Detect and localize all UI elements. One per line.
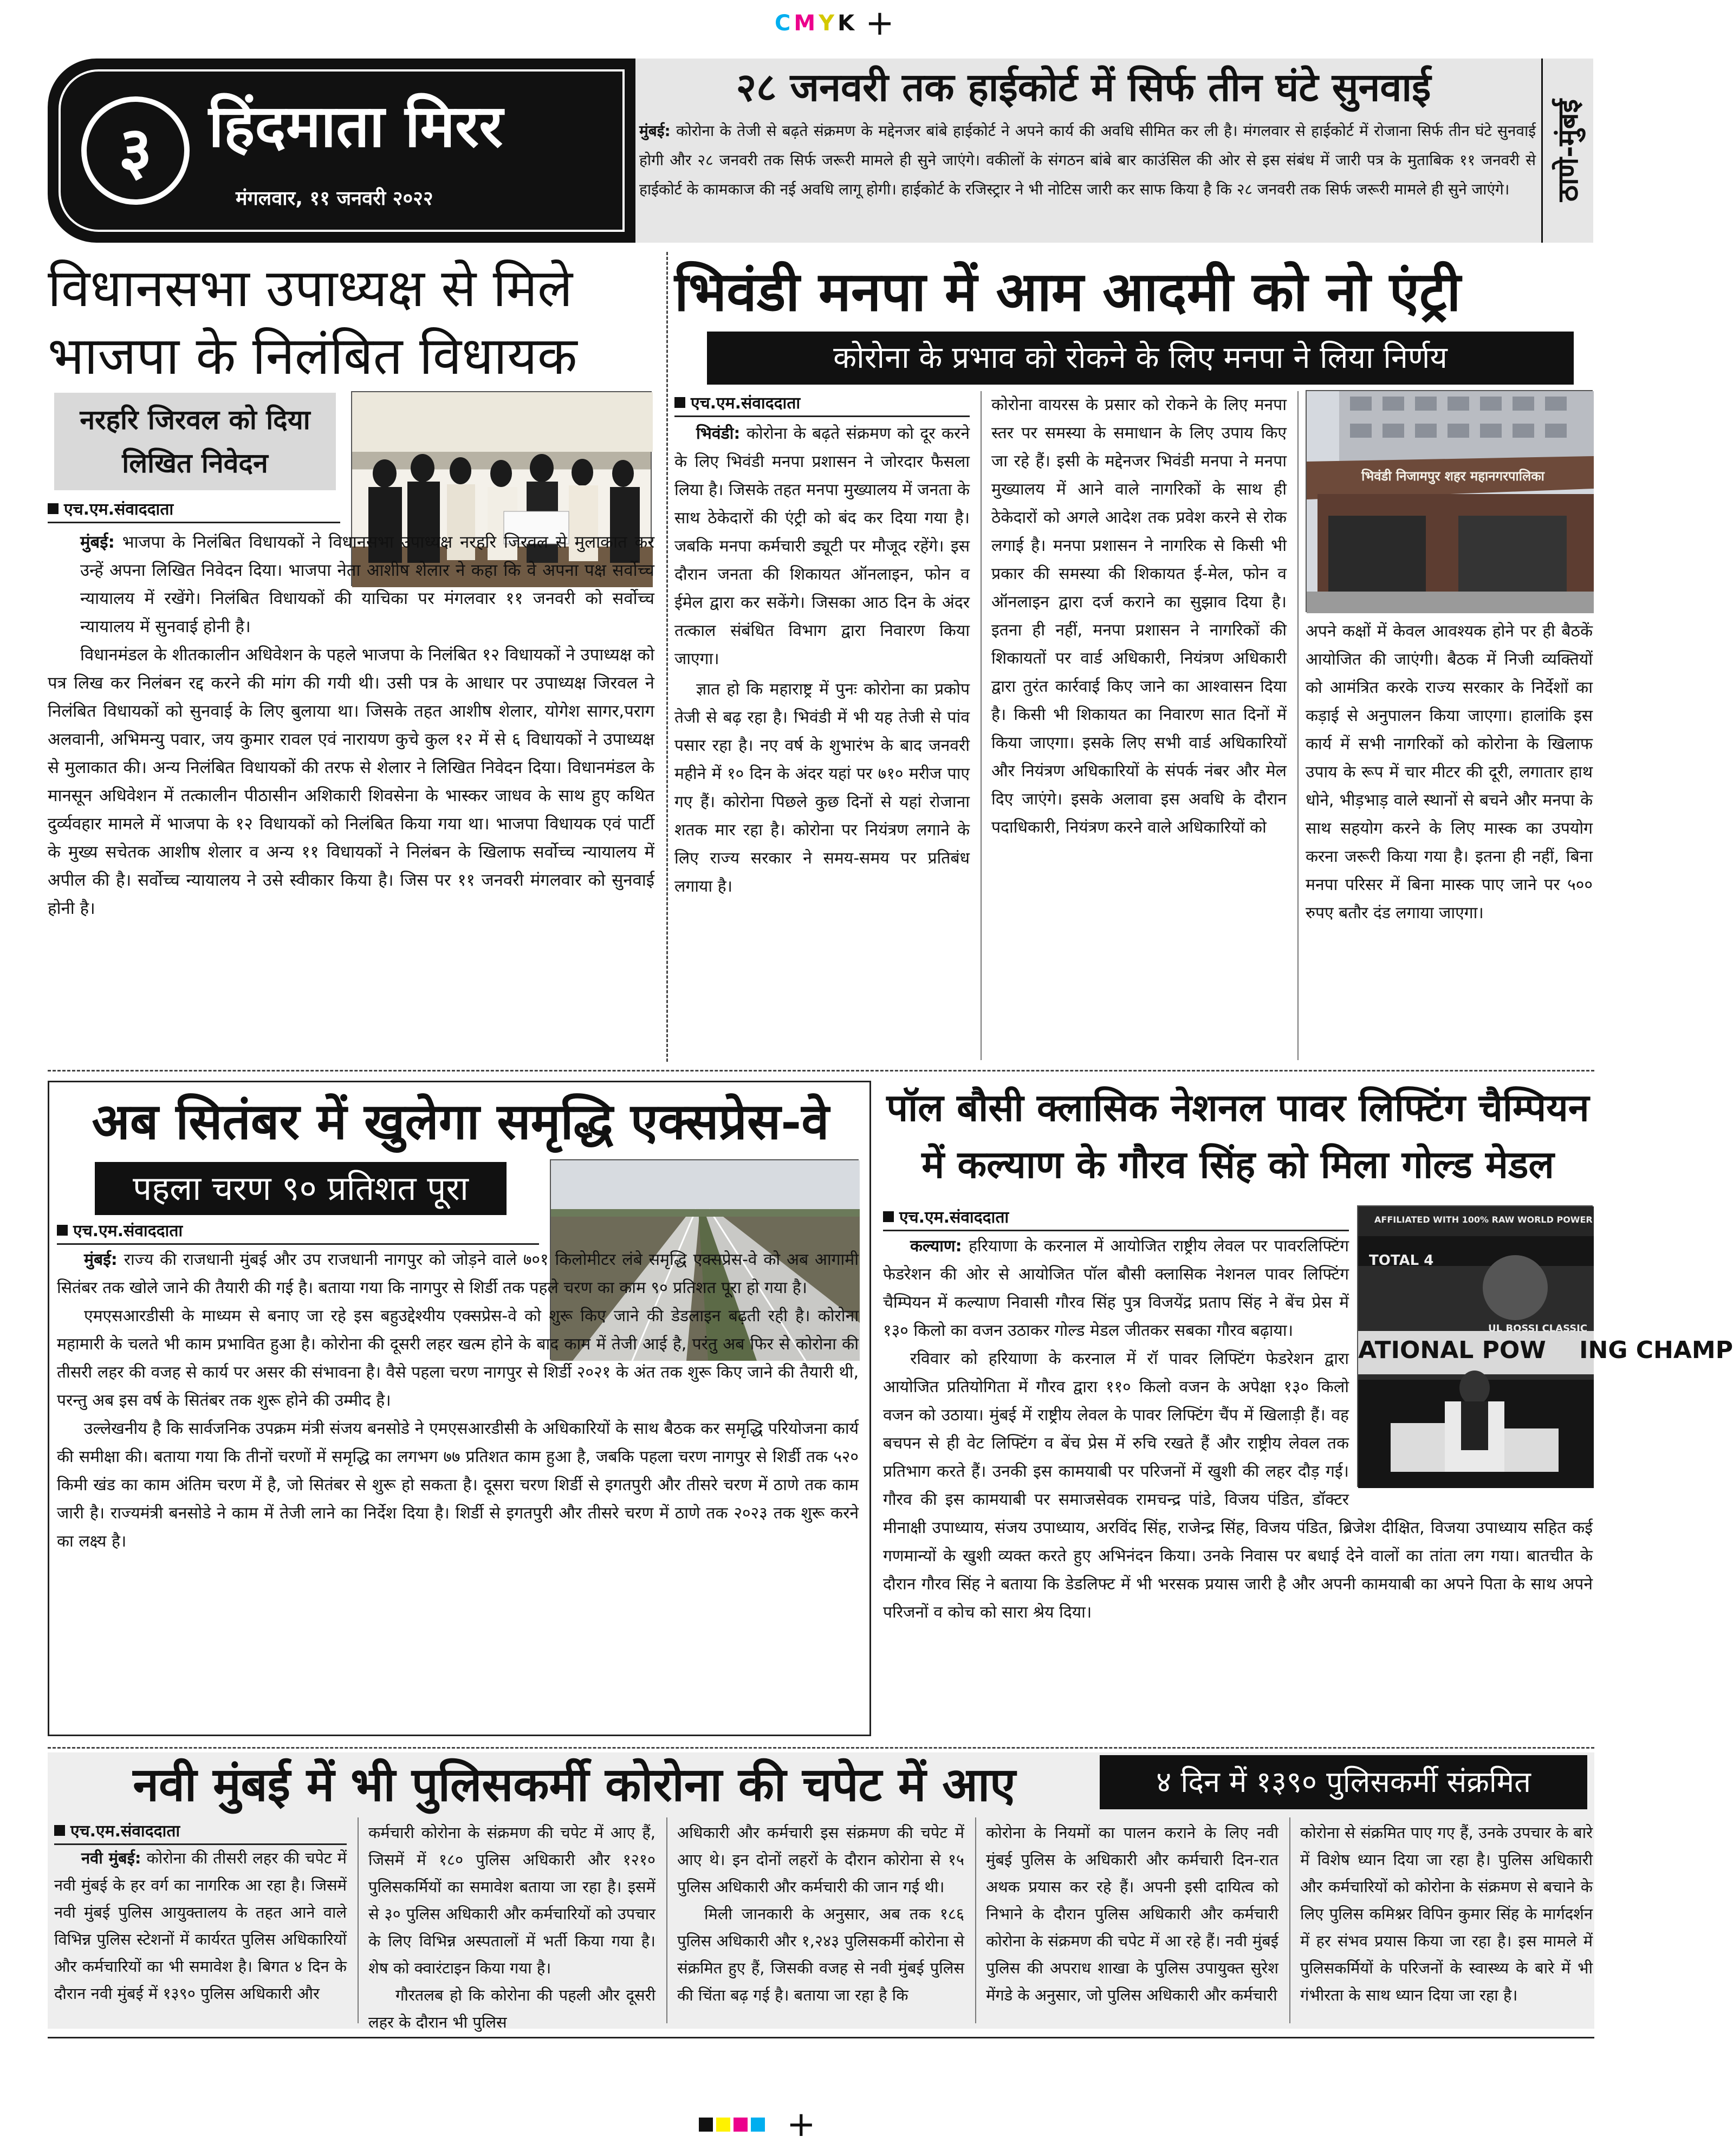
cmyk-mark bbox=[775, 4, 898, 42]
top-story-text: कोरोना के तेजी से बढ़ते संक्रमण के मद्देनजर बांबे हाईकोर्ट ने अपने कार्य की अवधि सीमित कर ली है। मंगलवार से हाईकोर्ट में रोजाना सिर्फ तीन घंटे सुनवाई होगी और २८ जनवरी तक सिर्फ जरूरी मामले ही सुने जाएंगे। वकीलों के संगठन बांबे बार काउंसिल की ओर से इस संबंध में जारी पत्र के मुताबिक ११ जनवरी से हाईकोर्ट के कामकाज की नई अवधि लागू होगी। हाईकोर्ट के रजिस्ट्रार ने भी नोटिस जारी कर साफ किया है कि २८ जनवरी तक सिर्फ जरूरी मामले ही सुने जाएंगे। bbox=[639, 122, 1536, 198]
section-rule bbox=[48, 1747, 1594, 1749]
bhiwandi-col-3 bbox=[1306, 618, 1593, 927]
police-c2a: कर्मचारी कोरोना के संक्रमण की चपेट में आए हैं, जिसमें में १८० पुलिस अधिकारी और १२१० पुलिसकर्मियों का समावेश बताया जा रहा है। इसमें से ३० पुलिस अधिकारी और कर्मचारियों को उपचार के लिए विभिन्न अस्पतालों में भर्ती किया गया है। शेष को क्वारंटाइन किया गया है। bbox=[368, 1823, 655, 1977]
powerlifting-p2: रविवार को हरियाणा के करनाल में रॉ पावर लिफ्टिंग फेडरेशन द्वारा आयोजित प्रतियोगिता में गौरव द्वारा ११० किलो वजन के अपेक्षा १३० किलो वजन को उठाया। मुंबई में राष्ट्रीय लेवल के पावर लिफ्टिंग चैंप में खिलाड़ी हैं। वह बचपन से ही वेट लिफ्टिंग व बेंच प्रेस में रुचि रखते हैं और राष्ट्रीय लेवल तक प्रतिभाग करते हैं। उनकी इस कामयाबी पर परिजनों में खुशी की लहर दौड़ गई। गौरव की इस कामयाबी पर समाजसेवक रामचन्द्र पांडे, विजय पंडित, डॉक्टर मीनाक्षी उपाध्याय, संजय उपाध्याय, अरविंद सिंह, राजेन्द्र सिंह, विजय पंडित, ब्रिजेश दीक्षित, विजया उपाध्याय सहित कई गणमान्यों के खुशी व्यक्त करते हुए अभिनंदन किया। उनके निवास पर बधाई देने वालों का तांता लग गया। बातचीत के दौरान गौरव सिंह ने बताया कि डेडलिफ्ट में भी भरसक प्रयास जारी है और अपनी कामयाबी का अपने पिता के साथ अपने परिजनों व कोच को सारा श्रेय दिया। bbox=[883, 1349, 1593, 1622]
page-number: ३ bbox=[118, 112, 153, 189]
mla-para-2 bbox=[48, 641, 654, 923]
police-subhead: ४ दिन में १३९० पुलिसकर्मी संक्रमित bbox=[1100, 1755, 1587, 1809]
mla-para-1 bbox=[48, 528, 654, 641]
section-tag-text: ठाणे-मुंबई bbox=[1552, 99, 1585, 202]
powerlifting-byline bbox=[883, 1205, 1349, 1231]
registration-plus-icon: + bbox=[865, 3, 898, 43]
banner-total: TOTAL 4 bbox=[1369, 1252, 1434, 1269]
police-headline: नवी मुंबई में भी पुलिसकर्मी कोरोना की चपेट में आए bbox=[133, 1757, 1016, 1812]
powerlifting-headline-1: पॉल बौसी क्लासिक नेशनल पावर लिफ्टिंग चैम्पियन bbox=[886, 1085, 1589, 1130]
column-divider bbox=[666, 1817, 667, 2023]
paper-name: हिंदमाता मिरर bbox=[209, 92, 503, 160]
police-col-1 bbox=[54, 1845, 347, 2007]
powerlifting-dateline: कल्याण: bbox=[910, 1237, 962, 1256]
column-divider bbox=[1297, 391, 1299, 1060]
mla-byline bbox=[48, 497, 340, 523]
mla-subhead-box bbox=[54, 393, 336, 490]
photo-float-spacer bbox=[1349, 1232, 1733, 1487]
mla-p2: विधानमंडल के शीतकालीन अधिवेशन के पहले भाजपा के निलंबित १२ विधायकों ने उपाध्यक्ष को पत्र लिख कर निलंबन रद्द करने की मांग की गयी थी। उसी पत्र के आधार पर उपाध्यक्ष जिरवल ने निलंबित विधायकों को सुनवाई के लिए बुलाया था। जिसके तहत आशीष शेलार, योगेश सागर,पराग अलवानी, अभिमन्यु पवार, जय कुमार रावल एवं नारायण कुचे कुल १२ में से ६ विधायकों ने उपाध्यक्ष से मुलाकात की। अन्य निलंबित विधायकों की तरफ से शेलार ने लिखित निवेदन दिया। विधानमंडल के मानसून अधिवेशन में तत्कालीन पीठासीन अशिकारी शिवसेना के भास्कर जाधव के साथ हुए कथित दुर्व्यवहार मामले में भाजपा के १२ विधायकों को निलंबित किया गया था। भाजपा विधायक एवं पार्टी के मुख्य सचेतक आशीष शेलार व अन्य ११ विधायकों ने निलंबन के खिलाफ सर्वोच्च न्यायालय में अपील की है। सर्वोच्च न्यायालय ने उसे स्वीकार किया है। जिस पर ११ जनवरी मंगलवार को सुनवाई होनी है। bbox=[48, 645, 654, 918]
expressway-p3: उल्लेखनीय है कि सार्वजनिक उपक्रम मंत्री संजय बनसोडे ने एमएसआरडीसी के अधिकारियों के साथ बैठक कर समृद्धि परियोजना कार्य की समीक्षा की। बताया गया कि तीनों चरणों में समृद्धि का लगभग ७७ प्रतिशत काम हुआ है, जबकि पहला चरण नागपुर से शिर्डी तक ५२० किमी खंड का काम अंतिम चरण में है, जो सितंबर से शुरू हो सकता है। दूसरा चरण शिर्डी से इगतपुरी और तीसरे चरण में ठाणे तक काम जारी है। राज्यमंत्री बनसोडे ने काम में तेजी लाने का निर्देश दिया है। शिर्डी से इगतपुरी और तीसरे चरण में ठाणे तक २०२३ तक शुरू करने का लक्ष्य है। bbox=[57, 1419, 859, 1551]
expressway-headline: अब सितंबर में खुलेगा समृद्धि एक्सप्रेस-वे bbox=[92, 1092, 829, 1151]
bhiwandi-c3: अपने कक्षों में केवल आवश्यक होने पर ही बैठकें आयोजित की जाएंगी। बैठक में निजी व्यक्तियों को आमंत्रित करके राज्य सरकार के निर्देशों का कड़ाई से अनुपालन किया जाएगा। हालांकि इस कार्य में सभी नागरिकों को कोरोना के खिलाफ उपाय के रूप में चार मीटर की दूरी, लगातार हाथ धोने, भीड़भाड़ वाले स्थानों से बचने और मनपा के साथ सहयोग करने के लिए मास्क का उपयोग करना जरूरी किया गया है। इतना ही नहीं, बिना मनपा परिसर में बिना मास्क पाए जाने पर ५०० रुपए बतौर दंड लगाया जाएगा। bbox=[1306, 622, 1593, 923]
bhiwandi-photo-art bbox=[1307, 391, 1594, 613]
top-story-headline: २८ जनवरी तक हाईकोर्ट में सिर्फ तीन घंटे सुनवाई bbox=[736, 64, 1431, 110]
police-c2b: गौरतलब हो कि कोरोना की पहली और दूसरी लहर के दौरान भी पुलिस bbox=[368, 1986, 655, 2031]
police-col-2 bbox=[368, 1819, 655, 2036]
police-c5: कोरोना से संक्रमित पाए गए हैं, उनके उपचार के बारे में विशेष ध्यान दिया जा रहा है। पुलिस अधिकारी और कर्मचारियों को कोरोना के संक्रमण से बचाने के लिए पुलिस कमिश्नर विपिन कुमार सिंह के मार्गदर्शन में हर संभव प्रयास किया जा रहा है। इस मामले में पुलिसकर्मियों के परिजनों के स्वास्थ्य के बारे में भी गंभीरता के साथ ध्यान दिया जा रहा है। bbox=[1300, 1823, 1593, 2004]
page-number-circle bbox=[81, 96, 190, 205]
powerlifting-byline-text: एच.एम.संवाददाता bbox=[899, 1208, 1009, 1227]
expressway-dateline: मुंबई: bbox=[84, 1250, 118, 1269]
swatch-black bbox=[699, 2118, 713, 2132]
police-col-3 bbox=[677, 1819, 964, 2009]
bhiwandi-col-2 bbox=[991, 391, 1287, 842]
section-tag bbox=[1541, 59, 1593, 243]
bhiwandi-dateline: भिवंडी: bbox=[696, 424, 741, 443]
expressway-byline-text: एच.एम.संवाददाता bbox=[73, 1222, 183, 1241]
expressway-byline bbox=[57, 1219, 539, 1245]
bhiwandi-col-1 bbox=[674, 420, 970, 901]
byline-square-icon bbox=[57, 1225, 68, 1236]
byline-square-icon bbox=[54, 1825, 65, 1836]
byline-square-icon bbox=[48, 503, 59, 514]
banner-championship: ATIONAL POW ING CHAMP bbox=[1358, 1336, 1733, 1364]
police-byline bbox=[54, 1819, 347, 1845]
swatch-yellow bbox=[716, 2118, 730, 2132]
byline-square-icon bbox=[674, 397, 685, 408]
powerlifting-headline-2: में कल्याण के गौरव सिंह को मिला गोल्ड मेडल bbox=[921, 1142, 1554, 1187]
bhiwandi-c1b: ज्ञात हो कि महाराष्ट्र में पुनः कोरोना का प्रकोप तेजी से बढ़ रहा है। भिवंडी में भी यह तेजी से पांव पसार रहा है। नए वर्ष के शुभारंभ के बाद जनवरी महीने में १० दिन के अंदर यहां पर ७१० मरीज पाए गए हैं। कोरोना पिछले कुछ दिनों से यहां रोजाना शतक मार रहा है। कोरोना पर नियंत्रण लगाने के लिए राज्य सरकार ने समय-समय पर प्रतिबंध लगाया है। bbox=[674, 680, 970, 896]
police-c3a: अधिकारी और कर्मचारी इस संक्रमण की चपेट में आए थे। इन दोनों लहरों के दौरान कोरोना से १५ पुलिस अधिकारी और कर्मचारी की जान गई थी। bbox=[677, 1823, 964, 1896]
police-dateline: नवी मुंबई: bbox=[81, 1849, 141, 1867]
column-divider bbox=[975, 1817, 976, 2023]
top-story-body bbox=[639, 116, 1536, 204]
byline-square-icon bbox=[883, 1211, 894, 1222]
police-col-4 bbox=[986, 1819, 1278, 2009]
mla-p1: भाजपा के निलंबित विधायकों ने विधानसभा उपाध्यक्ष नरहरि जिरवल से मुलाकात कर उन्हें अपना लिखित निवेदन दिया। भाजपा नेता आशीष शेलार ने कहा कि वे अपना पक्ष सर्वोच्च न्यायालय में रखेंगे। निलंबित विधायकों की याचिका पर मंगलवार ११ जनवरी को सर्वोच्च न्यायालय में सुनवाई होनी है। bbox=[80, 532, 654, 637]
mla-dateline: मुंबई: bbox=[80, 532, 115, 552]
color-swatches bbox=[699, 2105, 816, 2145]
column-divider bbox=[1289, 1817, 1290, 2023]
police-col-5 bbox=[1300, 1819, 1593, 2009]
registration-plus-icon: + bbox=[787, 2105, 816, 2145]
bhiwandi-headline: भिवंडी मनपा में आम आदमी को नो एंट्री bbox=[674, 259, 1461, 323]
mla-byline-text: एच.एम.संवाददाता bbox=[64, 500, 174, 519]
bhiwandi-byline-text: एच.एम.संवाददाता bbox=[691, 394, 801, 413]
top-story-dateline: मुंबई: bbox=[639, 122, 671, 140]
mla-headline: विधानसभा उपाध्यक्ष से मिले भाजपा के निलंबित विधायक bbox=[48, 258, 577, 386]
cmyk-text: CMYK bbox=[775, 11, 858, 36]
expressway-p2: एमएसआरडीसी के माध्यम से बनाए जा रहे इस बहुउद्देश्यीय एक्सप्रेस-वे को शुरू किए जाने की डेडलाइन बढ़ती रही है। कोरोना महामारी के चलते भी काम प्रभावित हुआ है। कोरोना की दूसरी लहर खत्म होने के बाद काम में तेजी आई है, परंतु अब फिर से कोरोना की तीसरी लहर की वजह से कार्य पर असर की संभावना है। वैसे पहला चरण नागपुर से शिर्डी २०२१ के अंत तक शुरू किए जाने की तैयारी थी, परन्तु अब इस वर्ष के सितंबर तक शुरू होने की उम्मीद है। bbox=[57, 1307, 859, 1410]
police-c3b: मिली जानकारी के अनुसार, अब तक १८६ पुलिस अधिकारी और १,२४३ पुलिसकर्मी कोरोना से संक्रमित हुए हैं, जिसकी वजह से नवी मुंबई पुलिस की चिंता बढ़ गई है। बताया जा रहा है कि bbox=[677, 1905, 964, 2004]
expressway-p1: राज्य की राजधानी मुंबई और उप राजधानी नागपुर को जोड़ने वाले ७०१ किलोमीटर लंबे समृद्धि एक्सप्रेस-वे को अब आगामी सितंबर तक खोले जाने की तैयारी की गई है। बताया गया कि नागपुर से शिर्डी तक पहले चरण का काम ९० प्रतिशत पूरा हो गया है। bbox=[57, 1250, 859, 1297]
powerlifting-p1: हरियाणा के करनाल में आयोजित राष्ट्रीय लेवल पर पावरलिफ्टिंग फेडरेशन की ओर से आयोजित पॉल बौसी क्लासिक नेशनल पावर लिफ्टिंग चैम्पियन में कल्याण निवासी गौरव सिंह पुत्र विजयेंद्र प्रताप सिंह ने बेंच प्रेस में १३० किलो का वजन उठाकर गोल्ड मेडल जीतकर सबका गौरव बढ़ाया। bbox=[883, 1237, 1349, 1340]
expressway-body bbox=[57, 1246, 859, 1556]
bhiwandi-c1: कोरोना के बढ़ते संक्रमण को दूर करने के लिए भिवंडी मनपा प्रशासन ने जोरदार फैसला लिया है। जिसके तहत मनपा मुख्यालय में जनता के साथ ठेकेदारों की एंट्री को बंद कर दिया गया है। जबकि मनपा कर्मचारी ड्यूटी पर मौजूद रहेंगे। इस दौरान जनता की शिकायत ऑनलाइन, फोन व ईमेल द्वारा कर सकेंगे। जिसका आठ दिन के अंदर तत्काल संबंधित विभाग द्वारा निवारण किया जाएगा। bbox=[674, 424, 970, 668]
swatch-magenta bbox=[734, 2118, 748, 2132]
banner-affiliated: AFFILIATED WITH 100% RAW WORLD POWER bbox=[1374, 1215, 1593, 1225]
bhiwandi-sign: भिवंडी निजामपुर शहर महानगरपालिका bbox=[1361, 469, 1544, 484]
bhiwandi-photo bbox=[1306, 390, 1593, 612]
column-divider bbox=[981, 391, 982, 1060]
mla-body-wrap bbox=[48, 528, 654, 923]
powerlifting-body bbox=[883, 1232, 1733, 1627]
police-c1: कोरोना की तीसरी लहर की चपेट में नवी मुंबई के हर वर्ग का नागरिक आ रहा है। जिसमें नवी मुंबई पुलिस आयुक्तालय के तहत आने वाले विभिन्न पुलिस स्टेशनों में कार्यरत पुलिस अधिकारियों और कर्मचारियों का भी समावेश है। बिगत ४ दिन के दौरान नवी मुंबई में १३९० पुलिस अधिकारी और bbox=[54, 1849, 347, 2003]
column-divider bbox=[666, 252, 668, 1062]
banner-classic: UL BOSSI CLASSIC bbox=[1488, 1323, 1588, 1334]
bhiwandi-subhead: कोरोना के प्रभाव को रोकने के लिए मनपा ने लिया निर्णय bbox=[707, 332, 1574, 385]
bhiwandi-c2: कोरोना वायरस के प्रसार को रोकने के लिए मनपा स्तर पर समस्या के समाधान के लिए उपाय किए जा रहे हैं। इसी के मद्देनजर भिवंडी मनपा ने मनपा मुख्यालय में आने वाले नागरिकों के साथ ही ठेकेदारों को अगले आदेश तक प्रवेश करने से रोक लगाई है। मनपा प्रशासन ने नागरिक से किसी भी प्रकार की समस्या की शिकायत ई-मेल, फोन व ऑनलाइन द्वारा दर्ज कराने का सुझाव दिया है। इतना ही नहीं, मनपा प्रशासन ने नागरिकों की शिकायतों पर वार्ड अधिकारी, नियंत्रण अधिकारी द्वारा तुरंत कार्रवाई किए जाने का आश्वासन दिया है। किसी भी शिकायत का निवारण सात दिनों में किया जाएगा। इसके लिए सभी वार्ड अधिकारियों और नियंत्रण अधिकारियों के संपर्क नंबर और मेल दिए जाएंगे। इसके अलावा इस अवधि के दौरान पदाधिकारी, नियंत्रण करने वाले अधिकारियों को bbox=[991, 395, 1287, 837]
section-rule bbox=[48, 1070, 1594, 1071]
police-c4: कोरोना के नियमों का पालन कराने के लिए नवी मुंबई पुलिस के अधिकारी और कर्मचारी दिन-रात अथक प्रयास कर रहे हैं। अपनी इसी दायित्व को निभाने के दौरान पुलिस अधिकारी और कर्मचारी कोरोना के संक्रमण की चपेट में आ रहे हैं। नवी मुंबई पुलिस की अपराध शाखा के पुलिस उपायुक्त सुरेश मेंगडे के अनुसार, जो पुलिस अधिकारी और कर्मचारी bbox=[986, 1823, 1278, 2004]
bhiwandi-byline bbox=[674, 391, 970, 417]
swatch-cyan bbox=[751, 2118, 765, 2132]
issue-date: मंगलवार, ११ जनवरी २०२२ bbox=[236, 187, 433, 210]
police-byline-text: एच.एम.संवाददाता bbox=[70, 1822, 180, 1841]
column-divider bbox=[358, 1817, 359, 2023]
expressway-subhead: पहला चरण ९० प्रतिशत पूरा bbox=[95, 1162, 507, 1215]
bottom-rule bbox=[48, 2037, 1594, 2038]
mla-subhead: नरहरि जिरवल को दिया लिखित निवेदन bbox=[80, 404, 310, 479]
